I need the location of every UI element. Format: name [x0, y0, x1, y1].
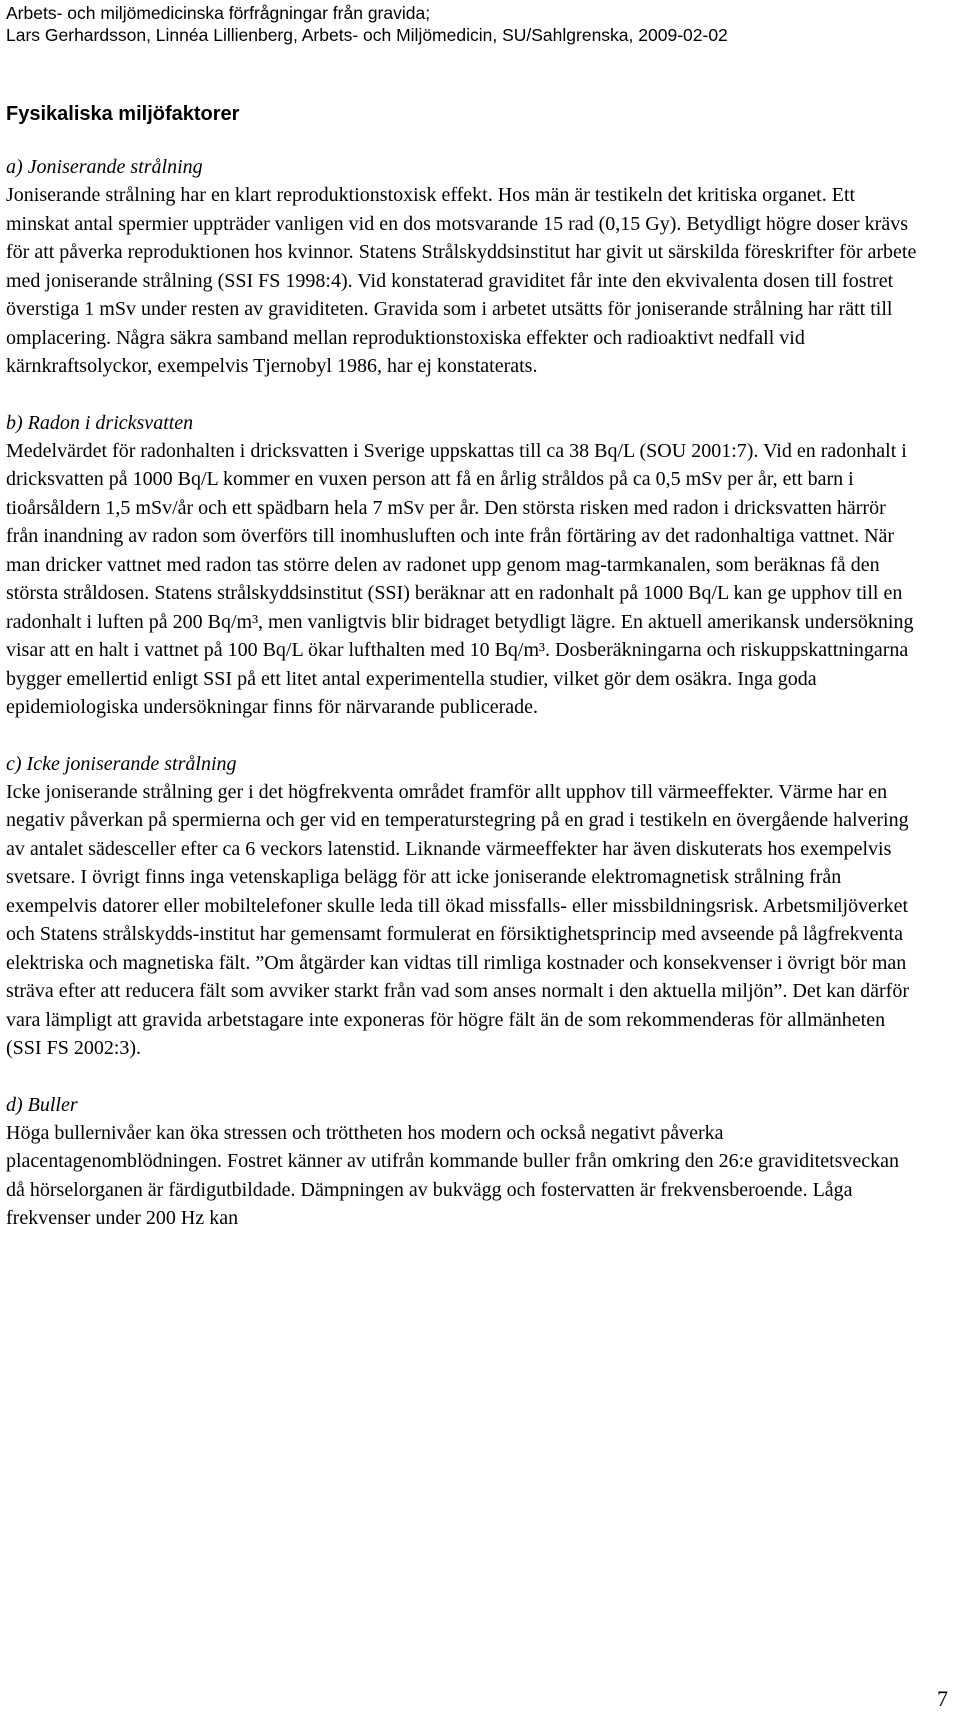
sentence: ”Om åtgärder kan vidtas till rimliga kostnader och konsekvenser i övrigt bör man sträva efter att reducera fält som avviker starkt från vad som anses normalt i den aktuella miljön”.	[6, 951, 907, 1002]
subsection-heading-radon: b) Radon i dricksvatten	[6, 411, 194, 434]
paragraph-radon	[6, 437, 920, 722]
sentence: Låga frekvenser under 200 Hz kan	[6, 1178, 853, 1229]
subsection-heading-non-ionizing: c) Icke joniserande strålning	[6, 752, 237, 775]
subsection-heading-noise: d) Buller	[6, 1093, 78, 1116]
sentence: Liknande värmeeffekter har även diskuterats hos exempelvis svetsare.	[6, 837, 892, 888]
header-line-2: Lars Gerhardsson, Linnéa Lillienberg, Arbets- och Miljömedicin, SU/Sahlgrenska, 2009-02-02	[6, 25, 728, 45]
sentence: Arbetsmiljöverket och Statens strålskydds-institut har gemensamt formulerat en försiktighetsprincip med avseende på lågfrekventa elektriska och magnetiska fält.	[6, 894, 909, 974]
sentence: Medelvärdet för radonhalten i dricksvatten i Sverige uppskattas till ca 38 Bq/L (SOU 2001:7).	[6, 439, 759, 462]
sentence: Ett minskat antal spermier uppträder vanligen vid en dos motsvarande 15 rad (0,15 Gy).	[6, 184, 856, 235]
sentence: Höga bullernivåer kan öka stressen och tröttheten hos modern och också negativt påverka placentagenomblödningen.	[6, 1121, 724, 1172]
sentence: Statens strålskyddsinstitut (SSI) beräknar att en radonhalt på 1000 Bq/L kan ge upphov till en radonhalt i luften på 200 Bq/m³, men vanligtvis blir bidraget betydligt lägre.	[6, 582, 903, 633]
sentence: Fostret känner av utifrån kommande buller från omkring den 26:e graviditetsveckan då hörselorganen är färdigutbildade.	[6, 1150, 900, 1201]
header-line-1: Arbets- och miljömedicinska förfrågningar från gravida;	[6, 3, 431, 23]
page-number: 7	[937, 1686, 948, 1711]
sentence: Joniserande strålning har en klart reproduktionstoxisk effekt.	[6, 184, 493, 206]
sentence: I övrigt finns inga vetenskapliga belägg för att icke joniserande elektromagnetisk strålning från exempelvis datorer eller mobiltelefoner skulle leda till ökad missfalls- eller missbildningsrisk.	[6, 866, 842, 917]
paragraph-noise	[6, 1119, 920, 1233]
sentence: Gravida som i arbetet utsätts för joniserande strålning har rätt till omplacering.	[6, 298, 893, 349]
sentence: En aktuell amerikansk undersökning visar att en halt i vattnet på 100 Bq/L ökar lufthalten med 10 Bq/m³.	[6, 610, 914, 661]
sentence: Vid konstaterad graviditet får inte den ekvivalenta dosen till fostret överstiga 1 mSv under resten av graviditeten.	[6, 269, 894, 320]
sentence: Icke joniserande strålning ger i det högfrekventa området framför allt upphov till värmeeffekter.	[6, 780, 774, 803]
sentence: Det kan därför vara lämpligt att gravida arbetstagare inte exponeras för högre fält än de som rekommenderas för allmänheten (SSI FS 2002:3).	[6, 980, 910, 1059]
sentence: Värme har en negativ påverkan på spermierna och ger vid en temperaturstegring på en grad i testikeln en övergående halvering av antalet sädesceller efter ca 6 veckors latenstid.	[6, 780, 909, 860]
sentence: När man dricker vattnet med radon tas större delen av radonet upp genom mag-tarmkanalen, som beräknas få den största stråldosen.	[6, 525, 895, 604]
sentence: Inga goda epidemiologiska undersökningar finns för närvarande publicerade.	[6, 667, 817, 718]
document-body	[6, 101, 920, 1261]
sentence: Vid en radonhalt i dricksvatten på 1000 Bq/L kommer en vuxen person att få en årlig stråldos på ca 0,5 mSv per år, ett barn i tioårsåldern 1,5 mSv/år och ett spädbarn hela 7 mSv per år.	[6, 439, 907, 519]
page-header	[6, 2, 946, 46]
sentence: Den största risken med radon i dricksvatten härrör från inandning av radon som överförs till inomhusluften och inte från förtäring av det radonhaltiga vattnet.	[6, 496, 886, 547]
section-title: Fysikaliska miljöfaktorer	[6, 103, 240, 125]
sentence: Hos män är testikeln det kritiska organet.	[497, 184, 827, 206]
sentence: Statens Strålskyddsinstitut har givit ut särskilda föreskrifter för arbete med joniserande strålning (SSI FS 1998:4).	[6, 241, 917, 292]
sentence: Några säkra samband mellan reproduktionstoxiska effekter och radioaktivt nedfall vid kärnkraftsolyckor, exempelvis Tjernobyl 1986, har ej konstaterats.	[6, 326, 805, 377]
sentence: Dosberäkningarna och riskuppskattningarna bygger emellertid enligt SSI på ett litet antal experimentella studier, vilket gör dem osäkra.	[6, 639, 909, 690]
paragraph-ionizing	[6, 181, 920, 381]
sentence: Dämpningen av bukvägg och fostervatten är frekvensberoende.	[300, 1178, 808, 1201]
subsection-heading-ionizing: a) Joniserande strålning	[6, 156, 203, 178]
sentence: Betydligt högre doser krävs för att påverka reproduktionen hos kvinnor.	[6, 212, 908, 263]
paragraph-non-ionizing	[6, 778, 920, 1063]
